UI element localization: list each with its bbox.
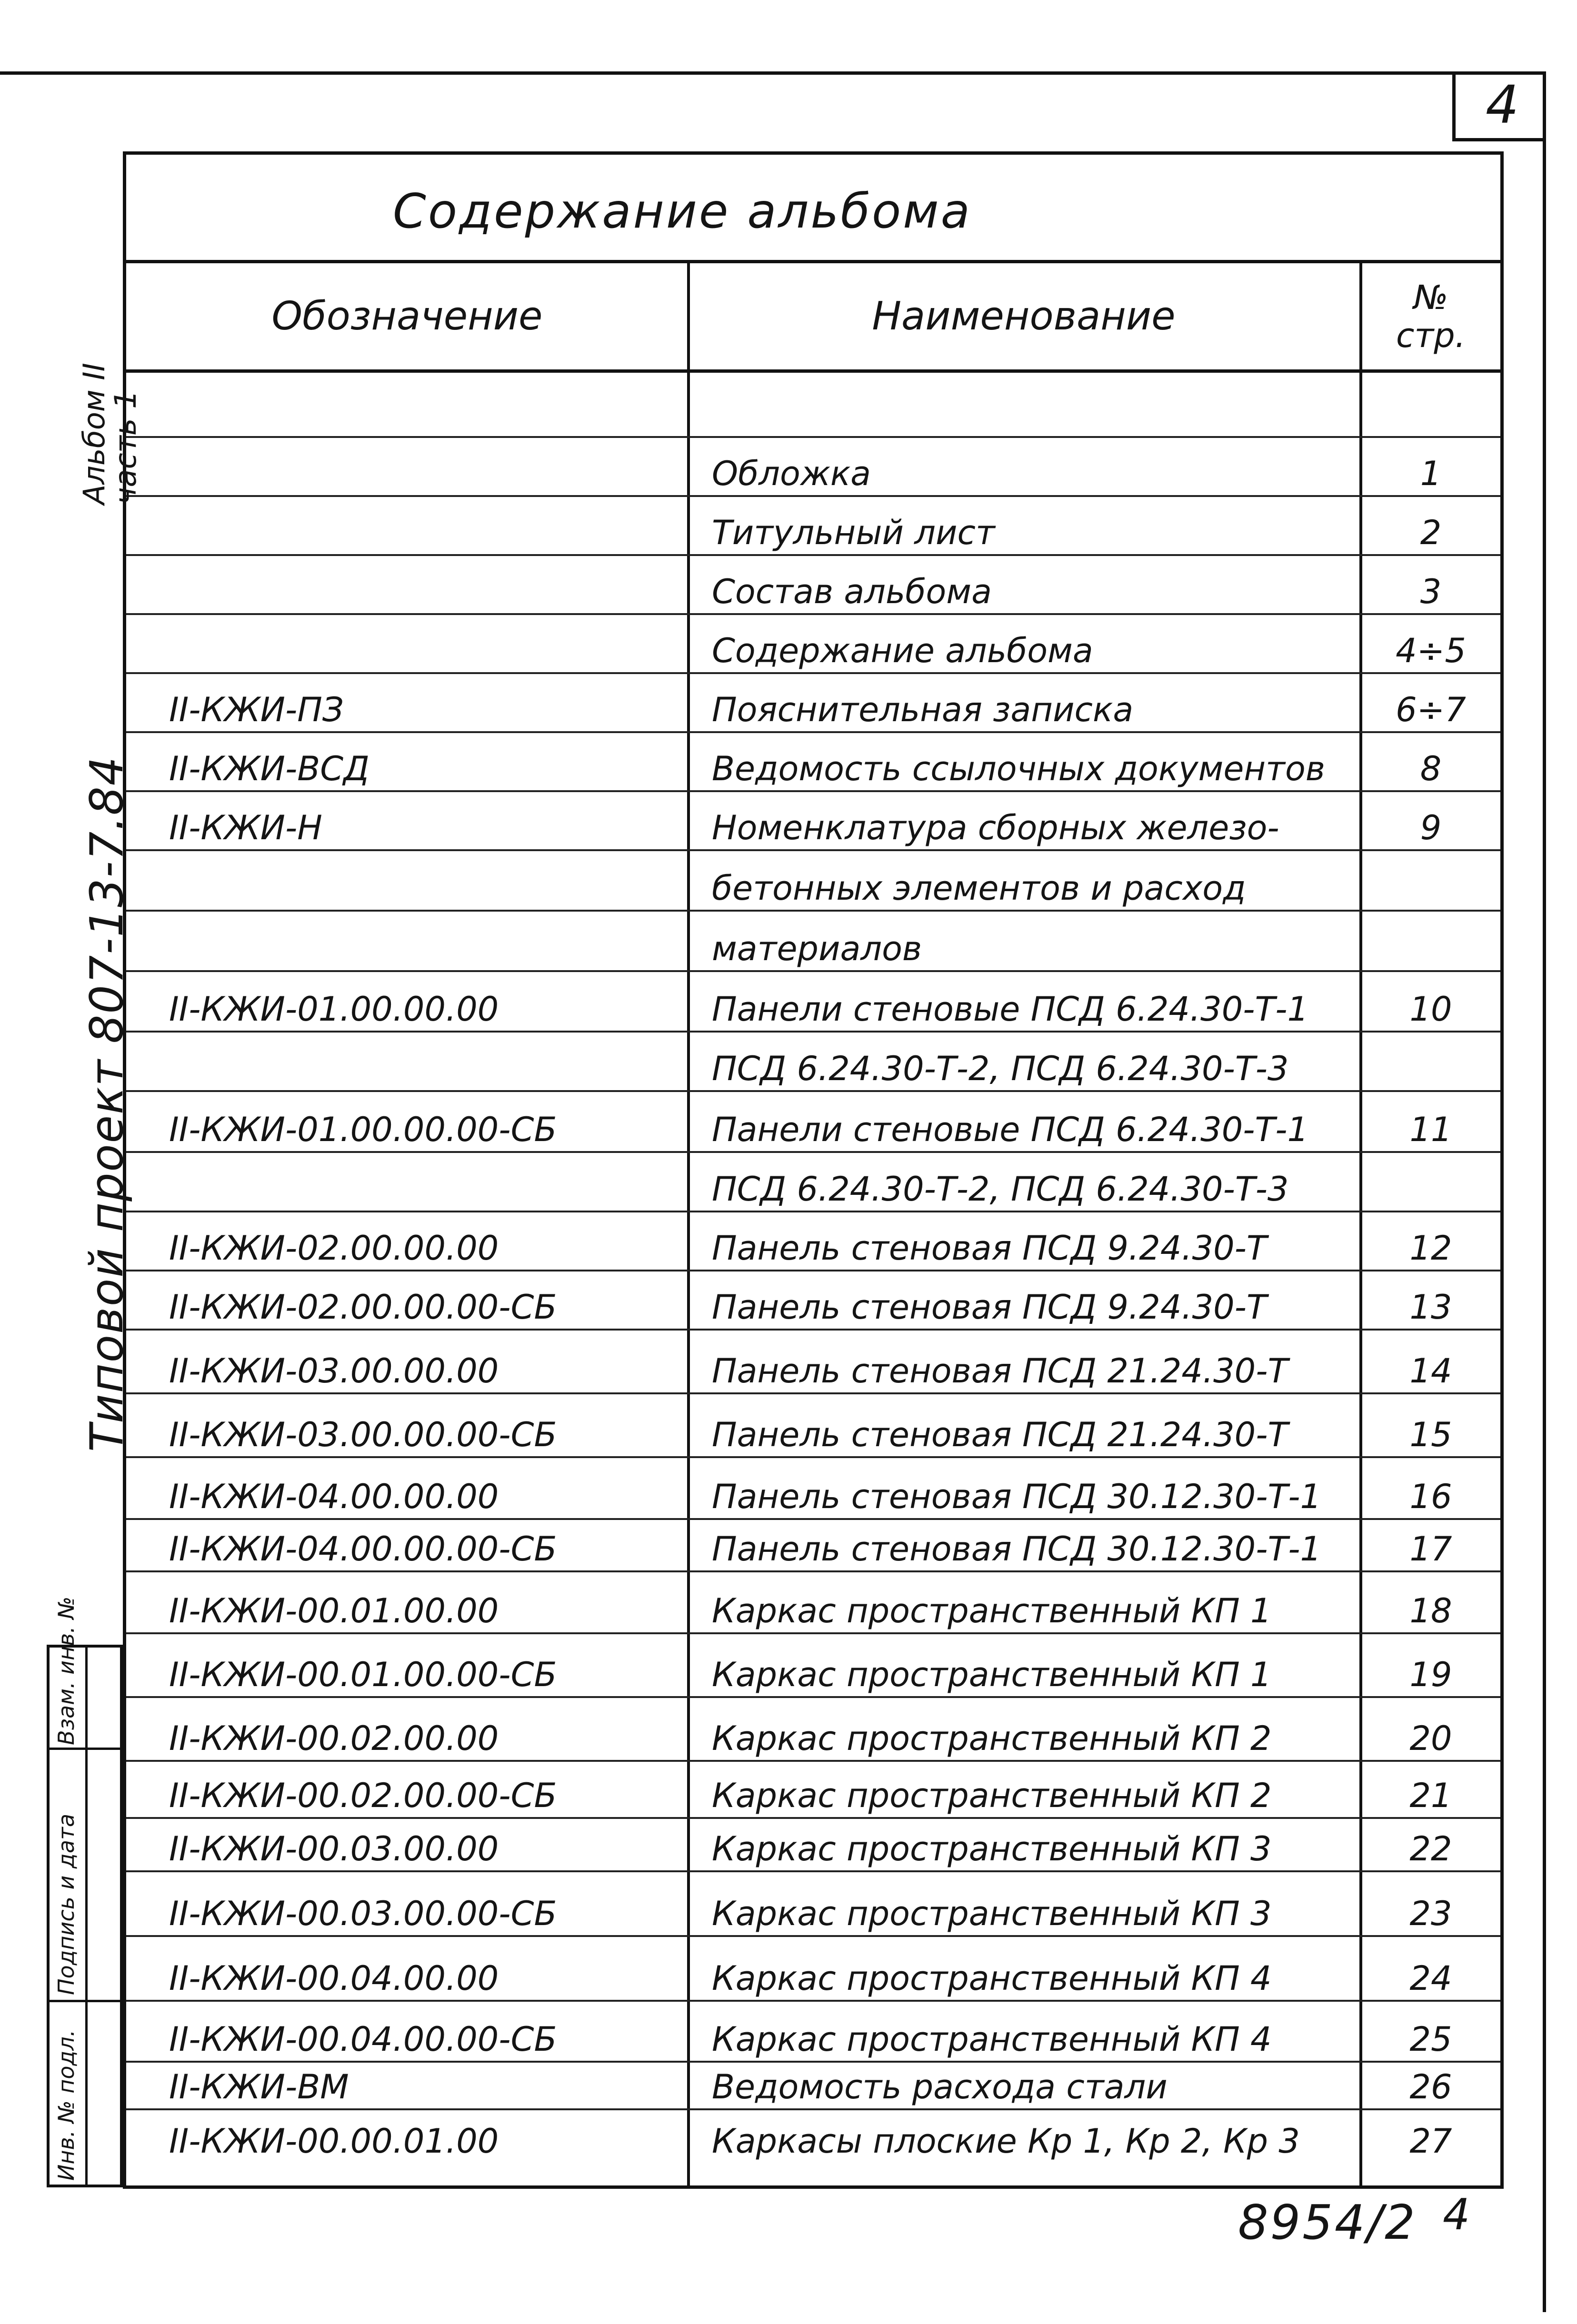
row-name: Каркас пространственный КП 3 <box>712 1829 1272 1868</box>
row-page: 12 <box>1409 1229 1452 1268</box>
row-code: II-КЖИ-00.01.00.00 <box>169 1591 499 1630</box>
row-code: II-КЖИ-ВСД <box>169 749 369 788</box>
row-page: 24 <box>1409 1959 1452 1998</box>
row-page: 17 <box>1409 1529 1452 1569</box>
header-page-abbrev: стр. <box>1396 316 1466 355</box>
row-page: 20 <box>1409 1719 1452 1758</box>
row-page: 14 <box>1409 1351 1452 1390</box>
row-name: Ведомость расхода стали <box>712 2067 1168 2106</box>
table-row <box>126 972 1500 1033</box>
table-row <box>126 1819 1500 1872</box>
table-row <box>126 556 1500 615</box>
footer-page-number: 4 <box>1443 2190 1470 2240</box>
row-name: Каркас пространственный КП 3 <box>712 1894 1272 1933</box>
row-page: 3 <box>1420 572 1442 611</box>
title-row <box>126 155 1500 263</box>
row-code: II-КЖИ-03.00.00.00-СБ <box>169 1415 557 1454</box>
row-code: II-КЖИ-00.02.00.00 <box>169 1719 499 1758</box>
header-page-number-sign: № <box>1413 278 1448 317</box>
row-name: Каркас пространственный КП 4 <box>712 1959 1272 1998</box>
row-name: Каркас пространственный КП 2 <box>712 1776 1272 1815</box>
album-label <box>79 363 141 505</box>
table-row <box>126 1698 1500 1762</box>
row-name: Титульный лист <box>712 513 995 552</box>
row-name: Ведомость ссылочных документов <box>712 749 1326 788</box>
stamp-signature-date: Подпись и дата <box>53 1813 79 1995</box>
row-name: Каркас пространственный КП 1 <box>712 1591 1272 1630</box>
table-row <box>126 1212 1500 1271</box>
row-code: II-КЖИ-00.00.01.00 <box>169 2122 499 2161</box>
header-page <box>1359 263 1502 369</box>
row-code: II-КЖИ-ПЗ <box>169 690 344 729</box>
row-code: II-КЖИ-04.00.00.00-СБ <box>169 1529 557 1569</box>
stamp-divider-vertical <box>85 1648 88 2185</box>
header-row <box>126 263 1500 373</box>
stamp-inv-orig: Инв. № подл. <box>53 2029 79 2181</box>
row-code: II-КЖИ-ВМ <box>169 2067 349 2106</box>
table-row <box>126 1762 1500 1819</box>
table-row <box>126 2110 1500 2163</box>
table-row <box>126 851 1500 912</box>
table-row <box>126 1937 1500 2002</box>
table-row <box>126 2002 1500 2063</box>
row-name: Каркас пространственный КП 2 <box>712 1719 1272 1758</box>
row-name: ПСД 6.24.30-Т-2, ПСД 6.24.30-Т-3 <box>712 1170 1289 1209</box>
row-code: II-КЖИ-03.00.00.00 <box>169 1351 499 1390</box>
row-code: II-КЖИ-02.00.00.00-СБ <box>169 1288 557 1327</box>
row-code: II-КЖИ-Н <box>169 808 322 847</box>
row-name: Панель стеновая ПСД 9.24.30-Т <box>712 1229 1267 1268</box>
row-page: 10 <box>1409 990 1452 1029</box>
row-page: 25 <box>1409 2020 1452 2059</box>
stamp-replace-inv: Взам. инв. № <box>53 1596 79 1745</box>
row-page: 6÷7 <box>1396 690 1466 729</box>
row-name: Каркас пространственный КП 1 <box>712 1655 1272 1694</box>
row-page: 1 <box>1420 454 1442 493</box>
row-name: Панель стеновая ПСД 30.12.30-Т-1 <box>712 1477 1322 1516</box>
row-page: 19 <box>1409 1655 1452 1694</box>
row-page: 15 <box>1409 1415 1452 1454</box>
project-label: Типовой проект 807-13-7.84 <box>81 755 133 1452</box>
header-name: Наименование <box>872 294 1176 339</box>
row-name: бетонных элементов и расход <box>712 869 1246 908</box>
table-row <box>126 1458 1500 1520</box>
row-name: Номенклатура сборных железо- <box>712 808 1279 847</box>
stamp-divider-2 <box>50 2000 120 2002</box>
table-row <box>126 373 1500 438</box>
row-page: 8 <box>1420 749 1442 788</box>
row-code: II-КЖИ-00.02.00.00-СБ <box>169 1776 557 1815</box>
row-name: Состав альбома <box>712 572 992 611</box>
row-page: 11 <box>1409 1110 1452 1149</box>
row-code: II-КЖИ-01.00.00.00 <box>169 990 499 1029</box>
table-row <box>126 1092 1500 1153</box>
row-page: 26 <box>1409 2067 1452 2106</box>
album-line-1: Альбом II <box>77 363 111 505</box>
row-name: Обложка <box>712 454 871 493</box>
table-row <box>126 2063 1500 2110</box>
table-row <box>126 438 1500 497</box>
approval-stamp <box>47 1596 123 2187</box>
row-page: 16 <box>1409 1477 1452 1516</box>
contents-table <box>123 151 1504 2189</box>
table-row <box>126 1394 1500 1458</box>
table-row <box>126 1033 1500 1092</box>
table-row <box>126 1634 1500 1698</box>
table-row <box>126 1271 1500 1331</box>
row-page: 18 <box>1409 1591 1452 1630</box>
row-page: 23 <box>1409 1894 1452 1933</box>
header-code: Обозначение <box>271 294 543 339</box>
table-row <box>126 1520 1500 1572</box>
page-title: Содержание альбома <box>393 183 972 239</box>
row-code: II-КЖИ-04.00.00.00 <box>169 1477 499 1516</box>
page-number: 4 <box>1486 74 1519 135</box>
row-name: Каркасы плоские Кр 1, Кр 2, Кр 3 <box>712 2122 1300 2161</box>
row-code: II-КЖИ-00.04.00.00-СБ <box>169 2020 557 2059</box>
row-code: II-КЖИ-00.03.00.00 <box>169 1829 499 1868</box>
row-code: II-КЖИ-01.00.00.00-СБ <box>169 1110 557 1149</box>
row-page: 2 <box>1420 513 1442 552</box>
row-page: 22 <box>1409 1829 1452 1868</box>
row-name: Панели стеновые ПСД 6.24.30-Т-1 <box>712 1110 1309 1149</box>
row-page: 4÷5 <box>1396 631 1466 670</box>
row-name: Каркас пространственный КП 4 <box>712 2020 1272 2059</box>
row-name: Содержание альбома <box>712 631 1093 670</box>
table-row <box>126 792 1500 851</box>
table-row <box>126 1872 1500 1937</box>
row-name: Панель стеновая ПСД 21.24.30-Т <box>712 1415 1288 1454</box>
row-page: 9 <box>1420 808 1442 847</box>
row-code: II-КЖИ-02.00.00.00 <box>169 1229 499 1268</box>
table-row <box>126 733 1500 792</box>
row-name: Панель стеновая ПСД 9.24.30-Т <box>712 1288 1267 1327</box>
row-name: Панель стеновая ПСД 21.24.30-Т <box>712 1351 1288 1390</box>
row-code: II-КЖИ-00.01.00.00-СБ <box>169 1655 557 1694</box>
row-name: Панель стеновая ПСД 30.12.30-Т-1 <box>712 1529 1322 1569</box>
row-page: 13 <box>1409 1288 1452 1327</box>
table-row <box>126 615 1500 674</box>
stamp-divider-1 <box>50 1748 120 1750</box>
table-row <box>126 1153 1500 1212</box>
table-row <box>126 912 1500 972</box>
table-row <box>126 674 1500 733</box>
album-line-2: часть 1 <box>108 390 143 505</box>
row-code: II-КЖИ-00.04.00.00 <box>169 1959 499 1998</box>
row-name: Панели стеновые ПСД 6.24.30-Т-1 <box>712 990 1309 1029</box>
row-page: 21 <box>1409 1776 1452 1815</box>
row-name: ПСД 6.24.30-Т-2, ПСД 6.24.30-Т-3 <box>712 1049 1289 1088</box>
row-name: Пояснительная записка <box>712 690 1134 729</box>
row-page: 27 <box>1409 2122 1452 2161</box>
table-row <box>126 497 1500 556</box>
table-row <box>126 1331 1500 1394</box>
table-row <box>126 1572 1500 1634</box>
document-code: 8954/2 <box>1238 2195 1417 2250</box>
row-code: II-КЖИ-00.03.00.00-СБ <box>169 1894 557 1933</box>
row-name: материалов <box>712 929 922 968</box>
